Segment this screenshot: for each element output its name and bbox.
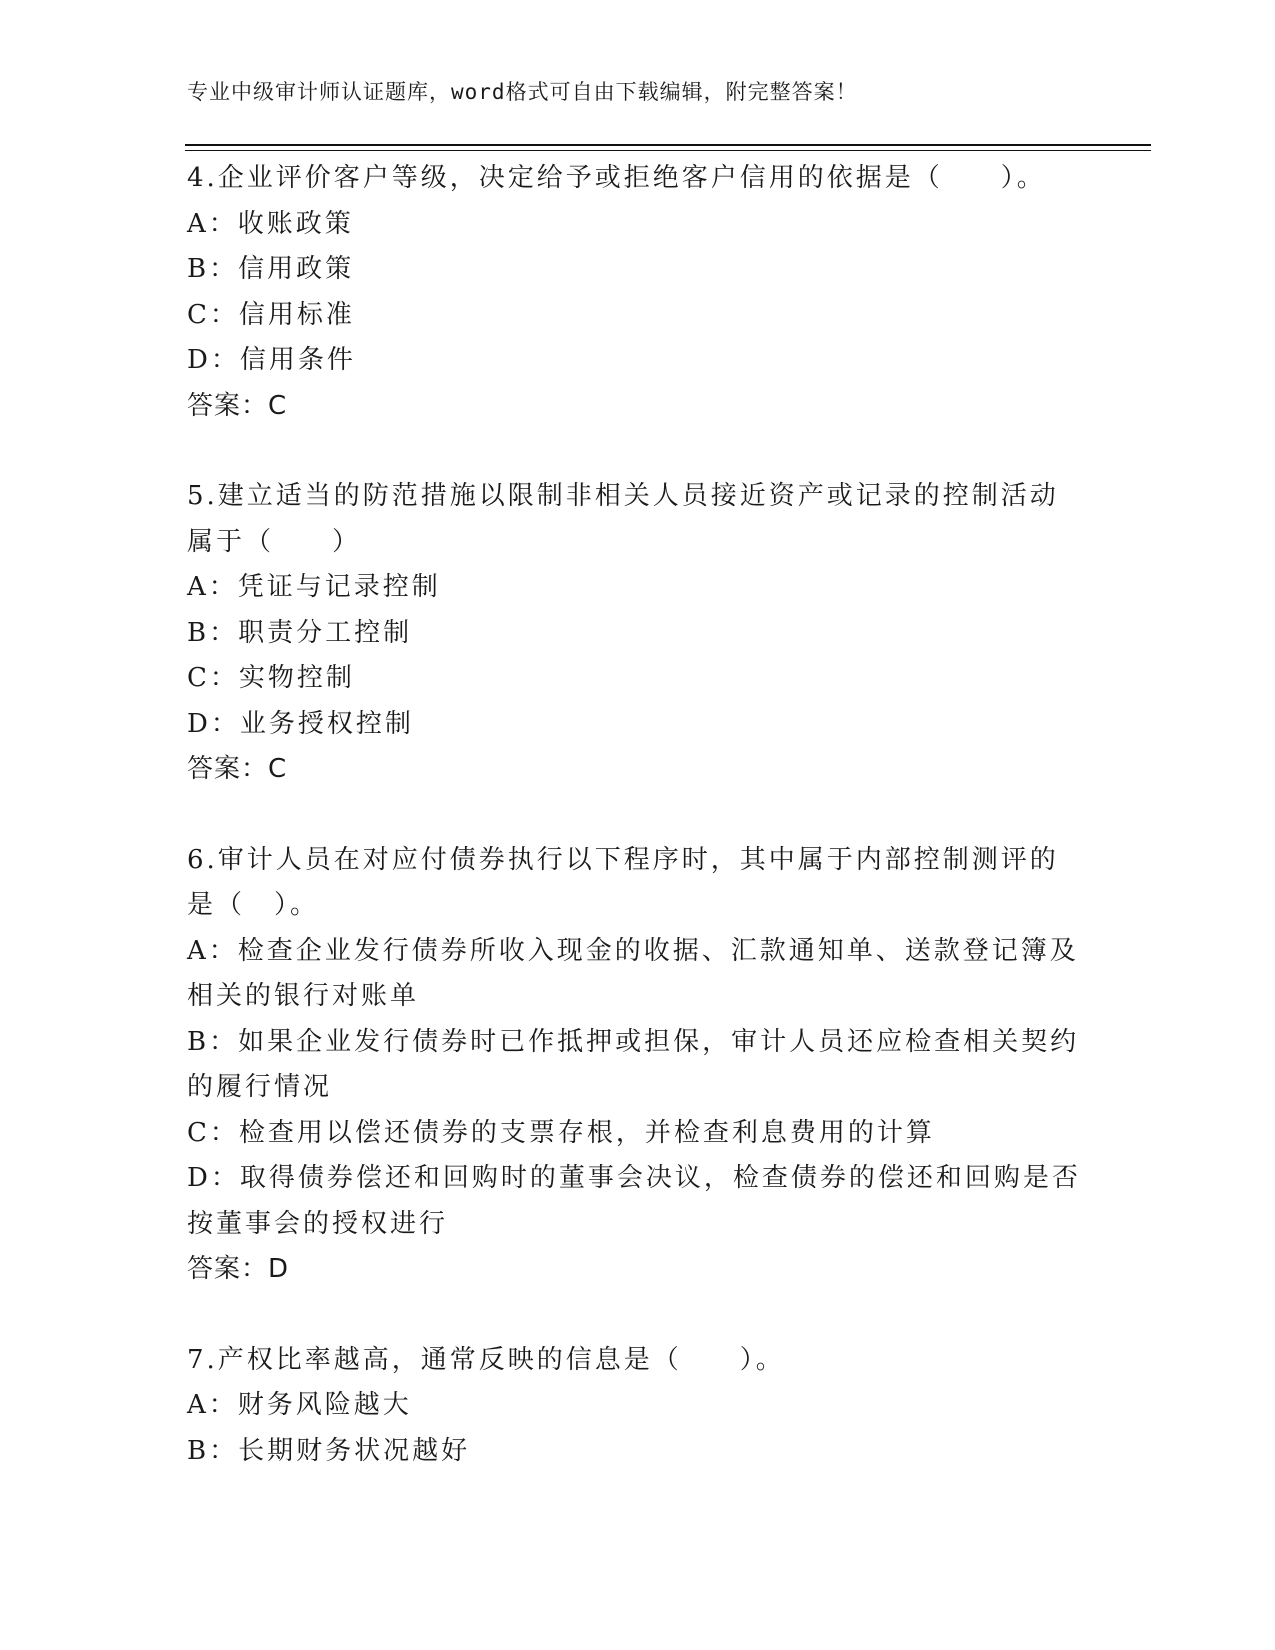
option-b: B：如果企业发行债券时已作抵押或担保，审计人员还应检查相关契约 — [187, 1026, 1080, 1057]
question-stem: 4.企业评价客户等级，决定给予或拒绝客户信用的依据是（ ）。 — [187, 163, 1046, 193]
question-stem-cont: 是（ ）。 — [187, 890, 320, 920]
header-rule-thick — [185, 144, 1151, 146]
option-a: A：财务风险越大 — [187, 1390, 412, 1420]
option-b: B：信用政策 — [187, 254, 355, 284]
option-d: D：业务授权控制 — [187, 708, 414, 739]
question-stem: 6.审计人员在对应付债券执行以下程序时，其中属于内部控制测评的 — [187, 844, 1059, 875]
header-rule-thin — [185, 150, 1151, 151]
answer: 答案：C — [187, 754, 288, 784]
question-5 — [187, 474, 1087, 793]
option-c: C：信用标准 — [187, 299, 355, 330]
question-6 — [187, 838, 1087, 1293]
option-c: C：检查用以偿还债券的支票存根，并检查利息费用的计算 — [187, 1117, 935, 1148]
question-stem: 7.产权比率越高，通常反映的信息是（ ）。 — [187, 1344, 785, 1375]
question-list — [187, 156, 1087, 1474]
option-c: C：实物控制 — [187, 663, 355, 693]
option-d: D：取得债券偿还和回购时的董事会决议，检查债券的偿还和回购是否 — [187, 1163, 1081, 1193]
question-stem: 5.建立适当的防范措施以限制非相关人员接近资产或记录的控制活动 — [187, 481, 1059, 511]
question-7 — [187, 1338, 1087, 1475]
option-d-cont: 按董事会的授权进行 — [187, 1208, 449, 1239]
option-b: B：职责分工控制 — [187, 617, 413, 648]
option-b: B：长期财务状况越好 — [187, 1435, 471, 1466]
option-a-cont: 相关的银行对账单 — [187, 981, 420, 1011]
question-stem-cont: 属于（ ） — [187, 526, 362, 557]
header-note: 专业中级审计师认证题库，word格式可自由下载编辑，附完整答案！ — [187, 80, 858, 104]
answer: 答案：D — [187, 1254, 290, 1284]
answer: 答案：C — [187, 390, 288, 421]
option-b-cont: 的履行情况 — [187, 1072, 333, 1102]
option-a: A：检查企业发行债券所收入现金的收据、汇款通知单、送款登记簿及 — [187, 935, 1079, 966]
question-4 — [187, 156, 1087, 429]
option-a: A：凭证与记录控制 — [187, 572, 441, 602]
option-a: A：收账政策 — [187, 208, 354, 239]
option-d: D：信用条件 — [187, 345, 356, 375]
